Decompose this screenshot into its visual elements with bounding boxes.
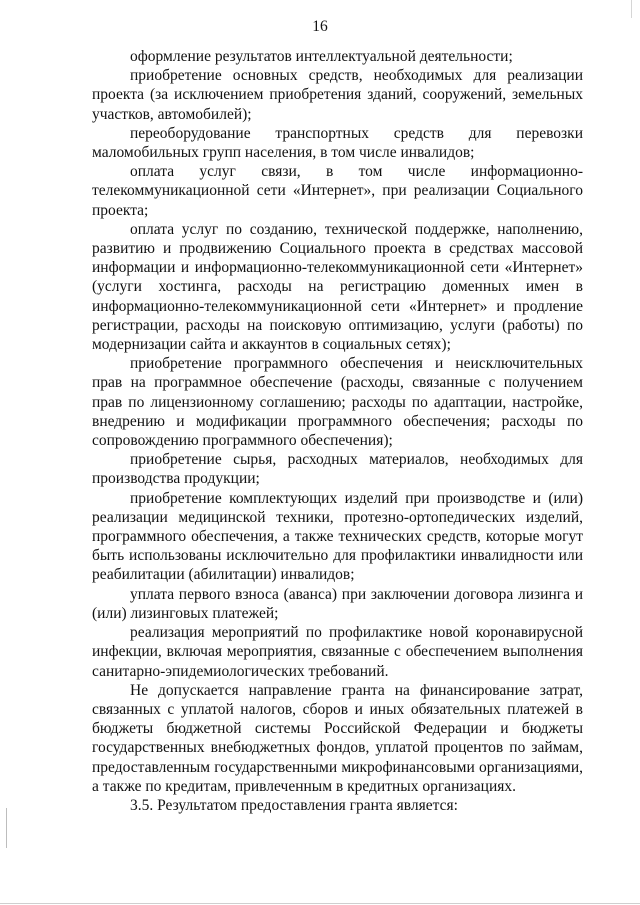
paragraph-vehicle-conversion: переоборудование транспортных средств для перевозки маломобильных групп населения, в том числе инвалидов; [92,124,583,162]
paragraph-ip-registration: оформление результатов интеллектуальной деятельности; [130,48,513,65]
document-body [92,47,583,815]
scan-edge-mark-right [631,0,632,18]
paragraph-prohibited-costs: Не допускается направление гранта на финансирование затрат, связанных с уплатой налогов, сборов и иных обязательных платежей в бюджеты бюджетной системы Российской Федерации и бюджеты государственных внебюджетных фондов, уплатой процентов по займам, предоставленным государственными микрофинансовыми организациями, а также по кредитам, привлеченным в кредитных организациях. [92,681,583,795]
page-number: 16 [312,18,328,35]
paragraph-website-services: оплата услуг по созданию, технической поддержке, наполнению, развитию и продвижению Социального проекта в средствах массовой информации и информационно-телекоммуникационной сети «Интернет» (услуги хостинга, расходы на регистрацию доменных имен в информационно-телекоммуникационной сети «Интернет» и продление регистрации, расходы на поисковую оптимизацию, услуги (работы) по модернизации сайта и аккаунтов в социальных сетях); [92,220,583,354]
paragraph-fixed-assets: приобретение основных средств, необходимых для реализации проекта (за исключением приобретения зданий, сооружений, земельных участков, автомобилей); [92,67,583,123]
scan-edge-mark-left [6,808,7,848]
paragraph-communication-services: оплата услуг связи, в том числе информационно-телекоммуникационной сети «Интернет», при реализации Социального проекта; [92,163,583,219]
scan-bottom-edge [0,903,640,904]
paragraph-raw-materials: приобретение сырья, расходных материалов, необходимых для производства продукции; [92,451,583,488]
paragraph-leasing: уплата первого взноса (аванса) при заключении договора лизинга и (или) лизинговых платежей; [92,585,583,622]
paragraph-software-rights: приобретение программного обеспечения и неисключительных прав на программное обеспечение (расходы, связанные с получением прав по лицензионному соглашению; расходы по адаптации, настройке, внедрению и модификации программного обеспечения; расходы по сопровождению программного обеспечения); [92,355,583,450]
paragraph-covid-prevention: реализация мероприятий по профилактике новой коронавирусной инфекции, включая мероприятия, связанные с обеспечением выполнения санитарно-эпидемиологических требований. [92,624,583,680]
paragraph-components: приобретение комплектующих изделий при производстве и (или) реализации медицинской техники, протезно-ортопедических изделий, программного обеспечения, а также технических средств, которые могут быть использованы исключительно для профилактики инвалидности или реабилитации (абилитации) инвалидов; [92,489,583,584]
paragraph-section-3-5: 3.5. Результатом предоставления гранта является: [130,796,458,814]
